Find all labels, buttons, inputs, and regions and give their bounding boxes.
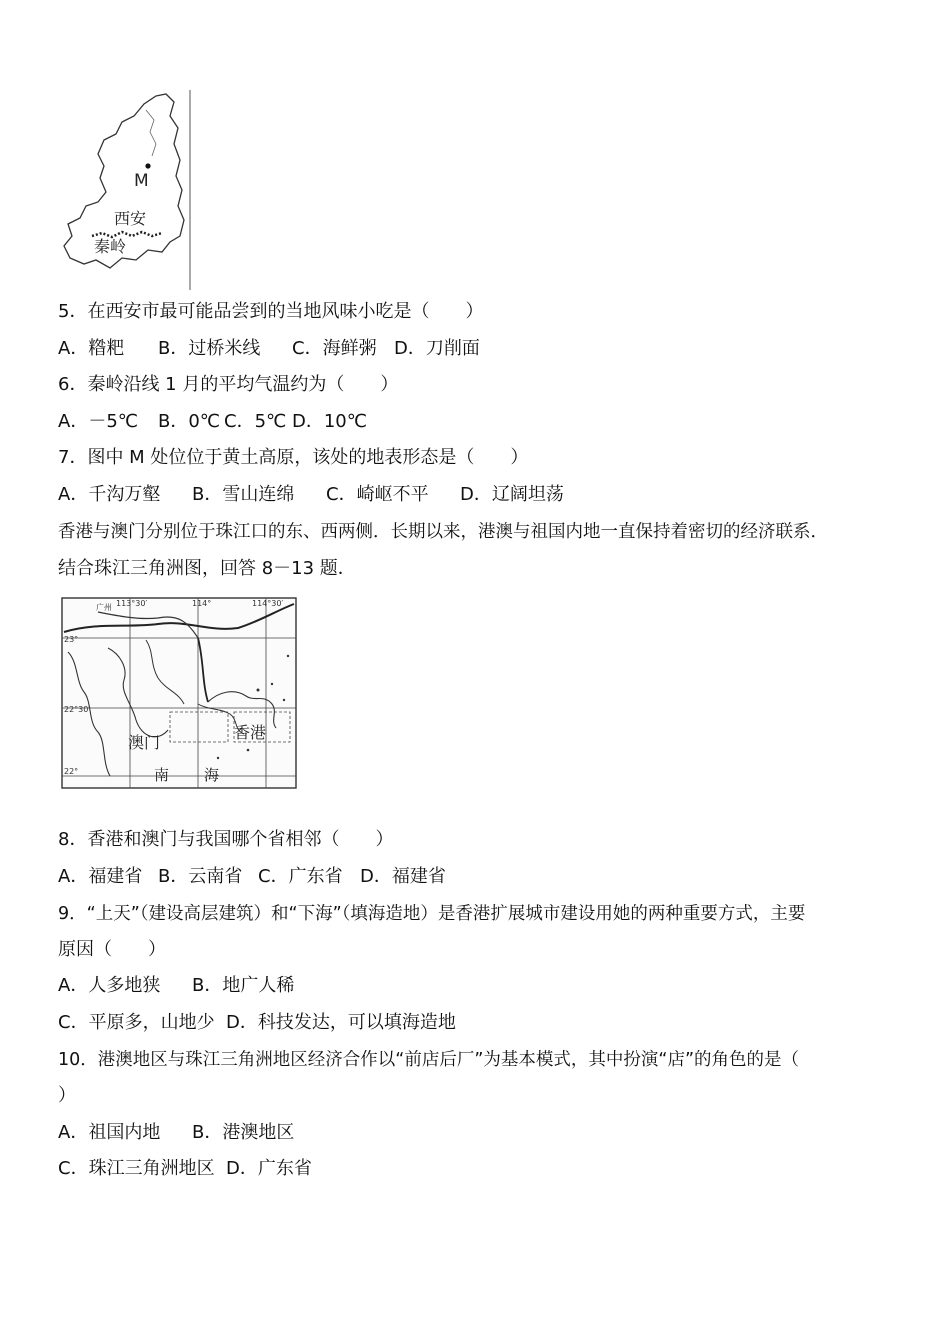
map2-label-guangzhou: 广州 (96, 603, 112, 612)
q6-option-b[interactable]: B．0℃ (158, 411, 221, 432)
q6-option-c[interactable]: C．5℃ (224, 411, 287, 432)
question-8-options (58, 865, 446, 889)
q7-option-c[interactable]: C．崎岖不平 (326, 484, 429, 505)
question-9-line-1: 9．“上天”（建设高层建筑）和“下海”（填海造地）是香港扩展城市建设用她的两种重要方式，主要 (58, 904, 806, 924)
map2-label-hongkong: 香港 (234, 723, 267, 742)
question-10-line-2: ） (58, 1085, 76, 1106)
q7-option-a[interactable]: A．千沟万壑 (58, 484, 161, 505)
map2-lon-3: 114°30′ (252, 599, 284, 608)
q8-option-a[interactable]: A．福建省 (58, 866, 143, 887)
map2-label-sea-1: 南 (154, 766, 170, 784)
q10-option-d[interactable]: D．广东省 (226, 1158, 312, 1179)
q9-option-c[interactable]: C．平原多，山地少 (58, 1012, 215, 1033)
q8-option-b[interactable]: B．云南省 (158, 866, 243, 887)
q6-option-d[interactable]: D．10℃ (292, 411, 367, 432)
q8-option-d[interactable]: D．福建省 (360, 866, 446, 887)
question-5-options (58, 337, 480, 361)
question-5: 5．在西安市最可能品尝到的当地风味小吃是（ ） (58, 301, 484, 322)
q5-option-a[interactable]: A．糌粑 (58, 338, 125, 359)
map2-label-sea-2: 海 (204, 766, 220, 784)
q9-option-d[interactable]: D．科技发达，可以填海造地 (226, 1012, 456, 1033)
q9-option-b[interactable]: B．地广人稀 (192, 975, 295, 996)
question-9-options-ab (58, 974, 294, 998)
q5-option-b[interactable]: B．过桥米线 (158, 338, 261, 359)
q5-option-d[interactable]: D．刀削面 (394, 338, 480, 359)
map-label-m: M (134, 171, 149, 191)
map2-lat-1: 23° (64, 635, 79, 644)
shaanxi-map (58, 90, 198, 290)
q10-option-b[interactable]: B．港澳地区 (192, 1122, 295, 1143)
map2-lat-3: 22° (64, 767, 79, 776)
map-label-qinling: 秦岭 (94, 237, 127, 256)
question-10-options-ab (58, 1121, 294, 1145)
question-9-line-2: 原因（ ） (58, 939, 166, 960)
pearl-river-delta-map (58, 592, 300, 792)
question-6: 6．秦岭沿线 1 月的平均气温约为（ ） (58, 374, 399, 395)
map-label-xian: 西安 (114, 209, 147, 228)
q7-option-d[interactable]: D．辽阔坦荡 (460, 484, 564, 505)
question-7: 7．图中 M 处位位于黄土高原，该处的地表形态是（ ） (58, 447, 529, 468)
map2-lon-1: 113°30′ (116, 599, 148, 608)
question-9-options-cd (58, 1011, 456, 1035)
question-6-options (58, 410, 367, 434)
question-10-line-1: 10．港澳地区与珠江三角洲地区经济合作以“前店后厂”为基本模式，其中扮演“店”的角色的是（ (58, 1050, 800, 1070)
q8-option-c[interactable]: C．广东省 (258, 866, 343, 887)
q10-option-a[interactable]: A．祖国内地 (58, 1122, 161, 1143)
map2-lat-2: 22°30′ (64, 705, 91, 714)
q9-option-a[interactable]: A．人多地狭 (58, 975, 161, 996)
question-10-options-cd (58, 1157, 312, 1181)
map2-label-macau: 澳门 (128, 733, 161, 752)
q5-option-c[interactable]: C．海鲜粥 (292, 338, 377, 359)
question-7-options (58, 483, 564, 507)
intro-line-1: 香港与澳门分别位于珠江口的东、西两侧．长期以来，港澳与祖国内地一直保持着密切的经济联系． (58, 522, 828, 542)
question-8: 8．香港和澳门与我国哪个省相邻（ ） (58, 829, 394, 850)
q7-option-b[interactable]: B．雪山连绵 (192, 484, 295, 505)
q10-option-c[interactable]: C．珠江三角洲地区 (58, 1158, 215, 1179)
intro-line-2: 结合珠江三角洲图，回答 8－13 题． (58, 558, 356, 579)
map2-lon-2: 114° (192, 599, 212, 608)
q6-option-a[interactable]: A．－5℃ (58, 411, 138, 432)
